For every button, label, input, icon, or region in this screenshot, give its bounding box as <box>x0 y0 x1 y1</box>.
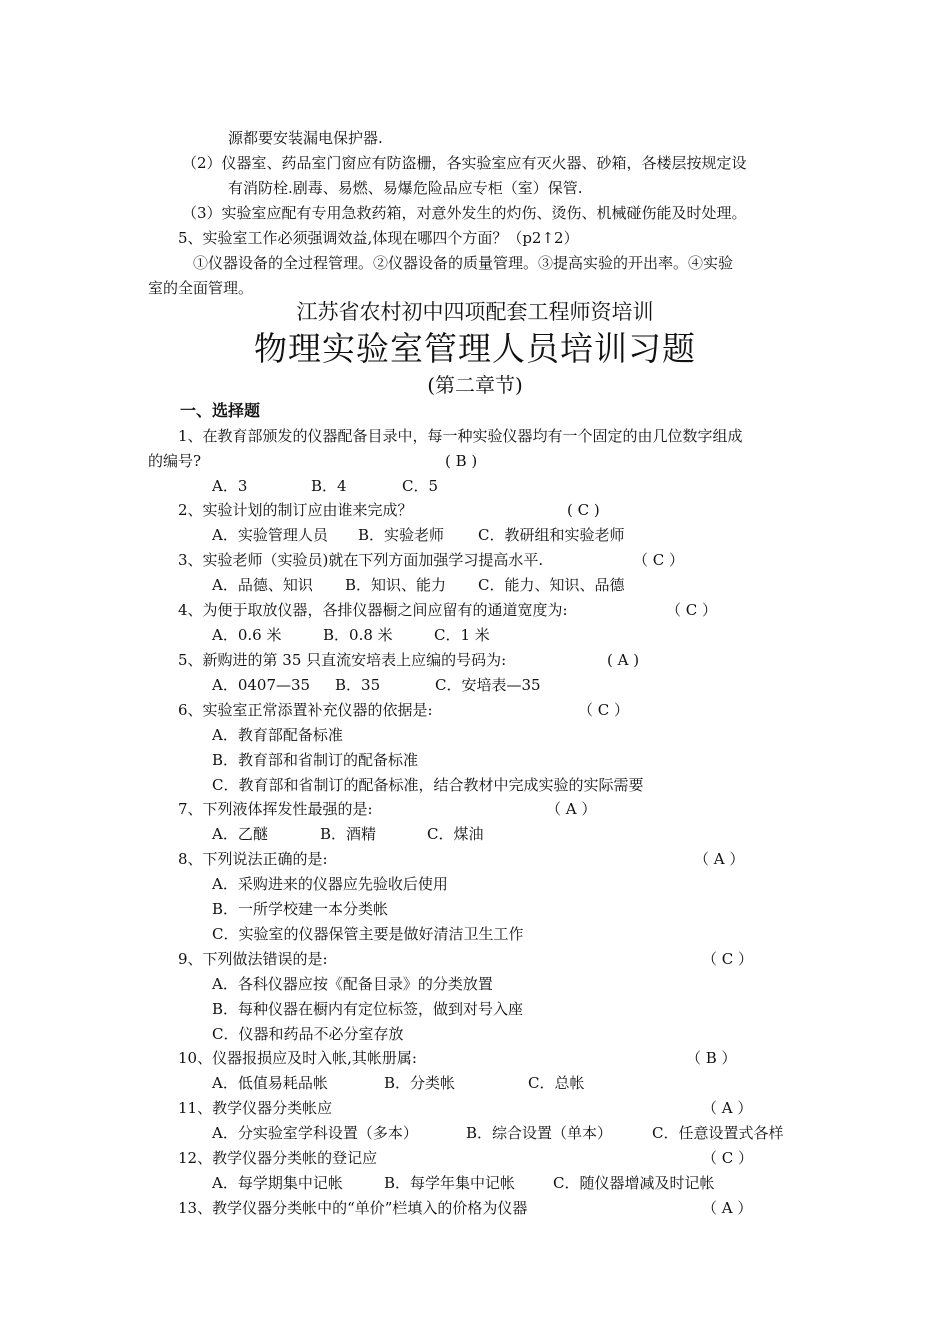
option-b: B．0.8 米 <box>323 626 393 644</box>
option-a: A．低值易耗品帐 <box>212 1074 328 1092</box>
text-line: （2）仪器室、药品室门窗应有防盗栅，各实验室应有灭火器、砂箱，各楼层按规定设 <box>182 154 747 172</box>
option-b: B．每种仪器在橱内有定位标签，做到对号入座 <box>212 1000 524 1018</box>
option-c: C．实验室的仪器保管主要是做好清洁卫生工作 <box>212 925 524 943</box>
question-text: 11、教学仪器分类帐应 <box>178 1099 333 1117</box>
option-c: C．1 米 <box>434 626 490 644</box>
option-a: A．0407—35 <box>212 676 311 694</box>
option-a: A．3 <box>212 477 248 495</box>
answer-key: （ A ） <box>702 1199 753 1217</box>
option-a: A．各科仪器应按《配备目录》的分类放置 <box>212 975 493 993</box>
answer-key: （ C ） <box>702 1149 754 1167</box>
answer-key: （ A ） <box>694 850 745 868</box>
option-c: C．仪器和药品不必分室存放 <box>212 1025 404 1043</box>
answer-key: （ C ） <box>702 950 754 968</box>
option-b: B．知识、能力 <box>345 576 447 594</box>
text-line: （3）实验室应配有专用急救药箱，对意外发生的灼伤、烫伤、机械碰伤能及时处理。 <box>182 204 747 222</box>
text-line: 源都要安装漏电保护器. <box>228 129 383 147</box>
answer-key: （ C ） <box>578 701 630 719</box>
answer-key: ( B ) <box>445 452 478 470</box>
option-c: C．教育部和省制订的配备标准，结合教材中完成实验的实际需要 <box>212 776 644 794</box>
question-text: 5、新购进的第 35 只直流安培表上应编的号码为: <box>178 651 507 669</box>
answer-key: （ C ） <box>633 551 685 569</box>
option-b: B．教育部和省制订的配备标准 <box>212 751 419 769</box>
option-b: B．4 <box>311 477 347 495</box>
question-text: 的编号? <box>148 452 202 470</box>
option-c: C．安培表—35 <box>435 676 541 694</box>
chapter-label: (第二章节) <box>427 373 523 397</box>
option-c: C．随仪器增减及时记帐 <box>553 1174 715 1192</box>
option-b: B．综合设置（单本） <box>466 1124 613 1142</box>
section-heading: 一、选择题 <box>180 401 261 420</box>
option-b: B．一所学校建一本分类帐 <box>212 900 389 918</box>
question-text: 10、仪器报损应及时入帐,其帐册属: <box>178 1049 417 1067</box>
text-line: 室的全面管理。 <box>148 279 254 297</box>
question-text: 9、下列做法错误的是: <box>178 950 328 968</box>
question-text: 8、下列说法正确的是: <box>178 850 328 868</box>
question-text: 12、教学仪器分类帐的登记应 <box>178 1149 378 1167</box>
option-c: C．5 <box>402 477 439 495</box>
option-a: A．采购进来的仪器应先验收后使用 <box>212 875 448 893</box>
answer-key: （ A ） <box>546 800 597 818</box>
option-c: C．任意设置式各样 <box>652 1124 784 1142</box>
answer-key: （ A ） <box>702 1099 753 1117</box>
answer-key: ( A ) <box>607 651 640 669</box>
question-text: 7、下列液体挥发性最强的是: <box>178 800 373 818</box>
text-line: 5、实验室工作必须强调效益,体现在哪四个方面？（p2↑2） <box>178 229 579 247</box>
question-text: 2、实验计划的制订应由谁来完成？ <box>178 501 413 519</box>
option-c: C．教研组和实验老师 <box>478 526 625 544</box>
option-b: B．每学年集中记帐 <box>384 1174 516 1192</box>
question-text: 1、在教育部颁发的仪器配备目录中，每一种实验仪器均有一个固定的由几位数字组成 <box>178 427 743 445</box>
question-text: 4、为便于取放仪器，各排仪器橱之间应留有的通道宽度为: <box>178 601 568 619</box>
answer-key: ( C ) <box>567 501 600 519</box>
question-text: 3、实验老师（实验员)就在下列方面加强学习提高水平. <box>178 551 544 569</box>
text-line: ①仪器设备的全过程管理。②仪器设备的质量管理。③提高实验的开出率。④实验 <box>193 254 734 272</box>
option-a: A．0.6 米 <box>212 626 282 644</box>
option-c: C．总帐 <box>528 1074 585 1092</box>
answer-key: （ B ） <box>686 1049 737 1067</box>
option-c: C．能力、知识、品德 <box>478 576 625 594</box>
option-a: A．每学期集中记帐 <box>212 1174 343 1192</box>
option-b: B．分类帐 <box>384 1074 456 1092</box>
document-main-title: 物理实验室管理人员培训习题 <box>254 329 696 368</box>
answer-key: （ C ） <box>666 601 718 619</box>
option-b: B．35 <box>335 676 381 694</box>
text-line: 有消防栓.剧毒、易燃、易爆危险品应专柜（室）保管. <box>228 179 583 197</box>
option-c: C．煤油 <box>427 825 484 843</box>
option-a: A．实验管理人员 <box>212 526 328 544</box>
option-a: A．品德、知识 <box>212 576 313 594</box>
document-title: 江苏省农村初中四项配套工程师资培训 <box>296 300 654 324</box>
question-text: 13、教学仪器分类帐中的“单价”栏填入的价格为仪器 <box>178 1199 528 1217</box>
option-a: A．分实验室学科设置（多本） <box>212 1124 418 1142</box>
option-a: A．乙醚 <box>212 825 268 843</box>
option-a: A．教育部配备标准 <box>212 726 343 744</box>
option-b: B．酒精 <box>320 825 377 843</box>
option-b: B．实验老师 <box>358 526 445 544</box>
question-text: 6、实验室正常添置补充仪器的依据是: <box>178 701 433 719</box>
